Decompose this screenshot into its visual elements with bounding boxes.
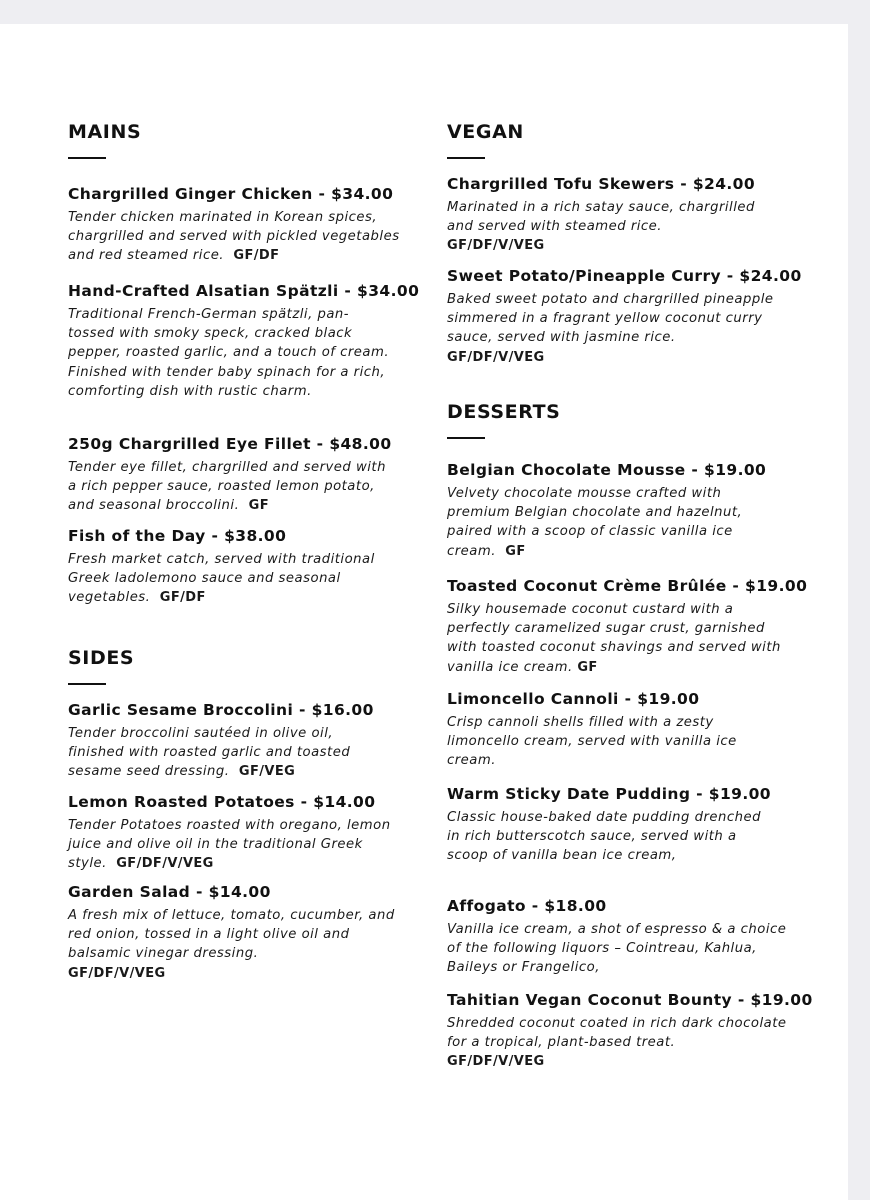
dietary-tag: GF/DF bbox=[233, 248, 280, 264]
desserts-divider bbox=[447, 437, 485, 439]
mains-title: MAINS bbox=[68, 121, 142, 143]
desserts-section bbox=[447, 400, 842, 439]
item-name: Lemon Roasted Potatoes - $14.00 bbox=[68, 793, 376, 811]
dietary-tag: GF bbox=[505, 543, 526, 559]
sides-title: SIDES bbox=[68, 647, 135, 669]
vegan-section bbox=[447, 120, 842, 159]
menu-item bbox=[447, 689, 842, 771]
menu-item bbox=[68, 281, 428, 401]
dietary-tag: GF bbox=[577, 659, 598, 675]
page-scrollbar[interactable] bbox=[848, 0, 870, 1200]
menu-item bbox=[68, 882, 428, 983]
item-description: Vanilla ice cream, a shot of espresso & a choice of the following liquors – Cointreau, Kahlua, Baileys or Frangelico, bbox=[447, 922, 787, 976]
menu-item bbox=[447, 990, 842, 1071]
item-name: Tahitian Vegan Coconut Bounty - $19.00 bbox=[447, 991, 813, 1009]
menu-item bbox=[447, 576, 842, 677]
menu-item bbox=[447, 174, 842, 255]
mains-section bbox=[68, 120, 428, 159]
item-description: Tender broccolini sautéed in olive oil, finished with roasted garlic and toasted sesame seed dressing. GF/VEG bbox=[68, 726, 351, 780]
menu-item bbox=[447, 266, 842, 367]
item-name: Belgian Chocolate Mousse - $19.00 bbox=[447, 461, 767, 479]
dietary-tag: GF/DF/V/VEG bbox=[116, 856, 214, 872]
item-name: Affogato - $18.00 bbox=[447, 897, 607, 915]
item-description: A fresh mix of lettuce, tomato, cucumber, and red onion, tossed in a light olive oil and balsamic vinegar dressing. GF/DF/V/VEG bbox=[68, 906, 413, 983]
item-description: Shredded coconut coated in rich dark chocolate for a tropical, plant-based treat. GF/DF/V/VEG bbox=[447, 1016, 787, 1070]
item-name: Limoncello Cannoli - $19.00 bbox=[447, 690, 700, 708]
item-description: Traditional French-German spätzli, pan-tossed with smoky speck, cracked black pepper, roasted garlic, and a touch of cream. Finished with tender baby spinach for a rich, comforting dish with rustic charm. bbox=[68, 307, 390, 399]
item-description: Tender Potatoes roasted with oregano, lemon juice and olive oil in the traditional Greek style. GF/DF/V/VEG bbox=[68, 818, 391, 872]
dietary-tag: GF/DF/V/VEG bbox=[68, 965, 166, 981]
mains-divider bbox=[68, 157, 106, 159]
menu-item bbox=[68, 700, 428, 782]
menu-item bbox=[447, 896, 842, 978]
dietary-tag: GF/DF bbox=[159, 590, 206, 606]
sides-divider bbox=[68, 683, 106, 685]
item-name: Warm Sticky Date Pudding - $19.00 bbox=[447, 785, 771, 803]
dietary-tag: GF/DF/V/VEG bbox=[447, 238, 545, 254]
item-description: Baked sweet potato and chargrilled pineapple simmered in a fragrant yellow coconut curry sauce, served with jasmine rice. GF/DF/V/VEG bbox=[447, 290, 807, 367]
menu-item bbox=[447, 784, 842, 866]
desserts-title: DESSERTS bbox=[447, 401, 561, 423]
item-description: Fresh market catch, served with traditional Greek ladolemono sauce and seasonal vegetables. GF/DF bbox=[68, 552, 375, 606]
item-name: Chargrilled Ginger Chicken - $34.00 bbox=[68, 185, 394, 203]
item-description: Classic house-baked date pudding drenched in rich butterscotch sauce, served with a scoop of vanilla bean ice cream, bbox=[447, 810, 761, 864]
menu-item bbox=[68, 434, 428, 516]
menu-item bbox=[447, 460, 842, 561]
menu-item bbox=[68, 184, 428, 266]
menu-item bbox=[68, 792, 428, 874]
item-name: Toasted Coconut Crème Brûlée - $19.00 bbox=[447, 577, 808, 595]
item-name: 250g Chargrilled Eye Fillet - $48.00 bbox=[68, 435, 392, 453]
item-name: Garlic Sesame Broccolini - $16.00 bbox=[68, 701, 374, 719]
item-description: Crisp cannoli shells filled with a zesty limoncello cream, served with vanilla ice cream. bbox=[447, 715, 737, 769]
vegan-divider bbox=[447, 157, 485, 159]
item-description: Marinated in a rich satay sauce, chargrilled and served with steamed rice. GF/DF/V/VEG bbox=[447, 198, 782, 255]
menu-item bbox=[68, 526, 428, 608]
item-name: Hand-Crafted Alsatian Spätzli - $34.00 bbox=[68, 282, 420, 300]
item-name: Fish of the Day - $38.00 bbox=[68, 527, 287, 545]
vegan-title: VEGAN bbox=[447, 121, 524, 143]
item-name: Garden Salad - $14.00 bbox=[68, 883, 271, 901]
item-description: Tender eye fillet, chargrilled and served with a rich pepper sauce, roasted lemon potato, and seasonal broccolini. GF bbox=[68, 460, 386, 514]
dietary-tag: GF/VEG bbox=[238, 764, 296, 780]
dietary-tag: GF/DF/V/VEG bbox=[447, 349, 545, 365]
item-name: Sweet Potato/Pineapple Curry - $24.00 bbox=[447, 267, 802, 285]
item-description: Tender chicken marinated in Korean spices, chargrilled and served with pickled vegetables and red steamed rice. GF/DF bbox=[68, 210, 400, 264]
dietary-tag: GF bbox=[248, 498, 270, 514]
dietary-tag: GF/DF/V/VEG bbox=[447, 1054, 545, 1070]
sides-section bbox=[68, 646, 428, 685]
menu-page bbox=[0, 24, 848, 1200]
item-description: Velvety chocolate mousse crafted with premium Belgian chocolate and hazelnut, paired with a scoop of classic vanilla ice cream. GF bbox=[447, 486, 743, 559]
item-description: Silky housemade coconut custard with a perfectly caramelized sugar crust, garnished with toasted coconut shavings and served with vanilla ice cream. GF bbox=[447, 602, 781, 675]
item-name: Chargrilled Tofu Skewers - $24.00 bbox=[447, 175, 756, 193]
